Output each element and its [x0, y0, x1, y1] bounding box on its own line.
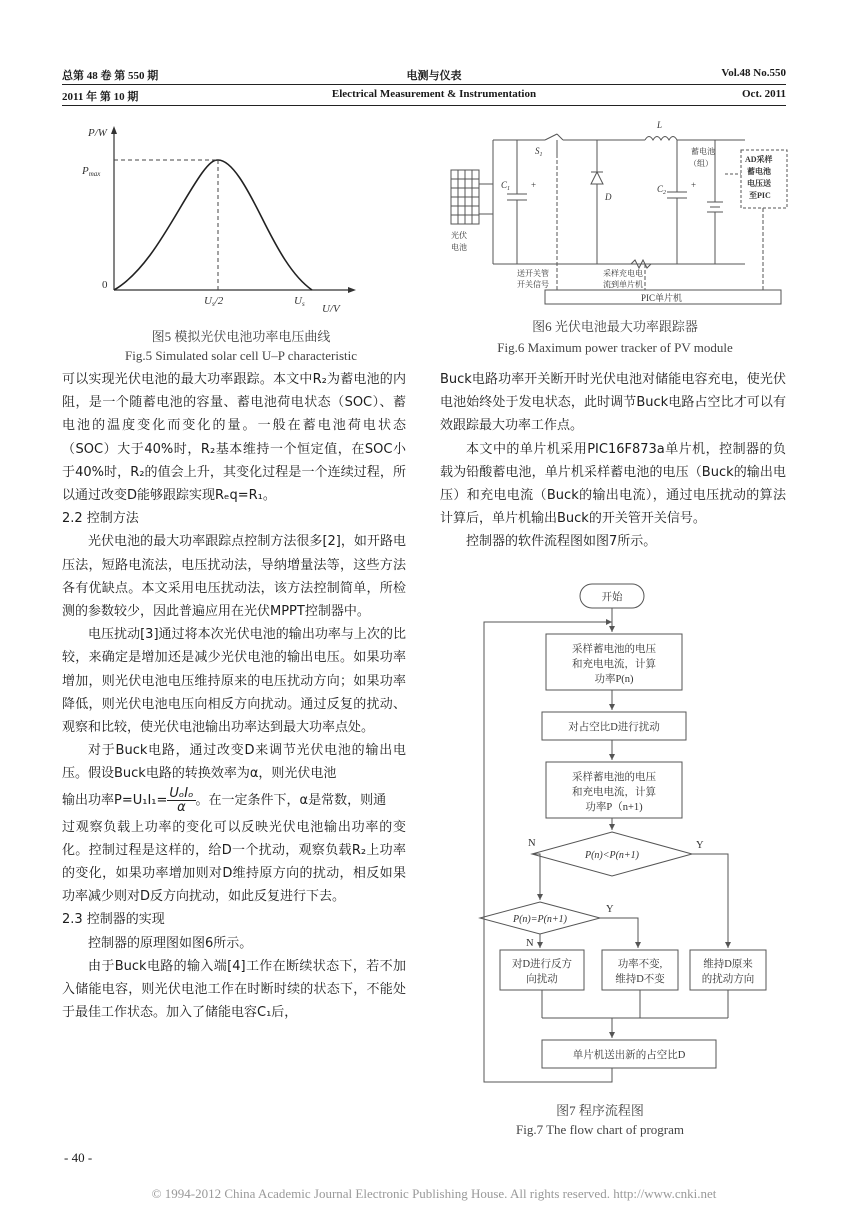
left-paragraph-6: 过观察负载上功率的变化可以反映光伏电池输出功率的变化。控制过程是这样的，给D一个扰动，观察负载R₂上功率的变化，如果功率增加则对D维持原方向的扰动，相反如果功率减少则对D反方向扰动，如此反复进行下去。 — [62, 819, 406, 905]
left-formula-line: 输出功率P=U₁I₁= UₒIₒ α 。在一定条件下，α是常数，则通 — [62, 785, 387, 815]
battery-label-1: 蓄电池 — [691, 147, 715, 156]
section-2-2-heading: 2.2 控制方法 — [62, 511, 139, 527]
half-voltage-label: Us/2 — [204, 295, 224, 308]
inductor-l-label: L — [657, 120, 663, 130]
x-axis-arrow — [348, 287, 356, 293]
page-number: - 40 - — [64, 1150, 93, 1165]
formula-denominator: α — [177, 799, 186, 815]
figure5-caption-en: Fig.5 Simulated solar cell U–P characteristic — [124, 348, 357, 363]
header-issue: 2011 年 第 10 期 — [62, 91, 139, 103]
pmax-label: Pmax — [82, 165, 101, 178]
sample-label-1: 采样充电电 — [603, 269, 643, 278]
ad-label-1: AD采样 — [745, 155, 773, 164]
box6-line2: 的扰动方向 — [701, 974, 755, 985]
header-divider-top — [62, 84, 786, 85]
y-axis-arrow — [111, 126, 117, 134]
left-paragraph-3: 电压扰动[3]通过将本次光伏电池的输出功率与上次的比较，来确定是增加还是减少光伏电池的输出电压。如果功率增加，则光伏电池电压维持原来的电压扰动方向；如果功率降低，则光伏电池电压向相反方向扰动。通过反复的扰动、观察和比较，使光伏电池输出功率达到最大功率点处。 — [62, 627, 406, 736]
header-journal-en: Electrical Measurement & Instrumentation — [331, 88, 537, 100]
right-paragraph-1: Buck电路功率开关断开时光伏电池对储能电容充电，使光伏电池始终处于发电状态，此时调节Buck电路占空比才可以有效跟踪最大功率工作点。 — [440, 372, 786, 434]
decision2-label: P(n)=P(n+1) — [512, 914, 568, 925]
capacitor-c1-label: $C_1$ — [501, 180, 511, 192]
formula-numerator: UₒIₒ — [169, 785, 194, 801]
left-paragraph-7: 控制器的原理图如图6所示。 — [88, 935, 253, 951]
figure5-caption-cn: 图5 模拟光伏电池功率电压曲线 — [151, 329, 331, 344]
box1-line3: 功率P(n) — [594, 674, 634, 685]
voltage-label: Us — [294, 295, 305, 308]
y-axis-label: P/W — [88, 127, 107, 139]
copyright-footer: © 1994-2012 China Academic Journal Electronic Publishing House. All rights reserved. http://www.cnki.net — [151, 1186, 717, 1201]
box4-line1: 对D进行反方 — [511, 959, 573, 970]
c1-plus: + — [531, 180, 537, 190]
left-paragraph-8: 由于Buck电路的输入端[4]工作在断续状态下，若不加入储能电容，则光伏电池工作在时断时续的状态下，不能处于最佳工作状态。加入了储能电容C₁后， — [62, 958, 406, 1021]
header-volume: 总第 48 卷 第 550 期 — [62, 70, 159, 82]
figure6-caption-en: Fig.6 Maximum power tracker of PV module — [497, 340, 733, 355]
pv-label-1: 光伏 — [451, 231, 467, 240]
ad-label-3: 电压送 — [747, 179, 771, 188]
pic-label: PIC单片机 — [641, 293, 683, 303]
figure6-caption-cn: 图6 光伏电池最大功率跟踪器 — [532, 319, 698, 334]
header-divider-bottom — [62, 105, 786, 106]
inductor-symbol — [645, 137, 677, 141]
decision1-no: N — [528, 838, 536, 849]
start-label: 开始 — [601, 592, 623, 603]
switch-s1-label: $S_1$ — [535, 146, 543, 158]
battery-label-2: （组） — [689, 159, 713, 168]
right-paragraph-2: 本文中的单片机采用PIC16F873a单片机，控制器的负载为铅酸蓄电池，单片机采样蓄电池的电压（Buck的输出电压）和充电电流（Buck的输出电流），通过电压扰动的算法计算后，单片机输出Buck的开关管开关信号。 — [440, 441, 786, 527]
box7-label: 单片机送出新的占空比D — [572, 1050, 686, 1061]
box5-line1: 功率不变, — [617, 959, 663, 970]
c2-plus: + — [691, 180, 697, 190]
decision1-label: P(n)<P(n+1) — [584, 850, 640, 861]
pv-label-2: 电池 — [451, 243, 467, 252]
send-label-2: 开关信号 — [517, 280, 549, 289]
figure6-circuit — [445, 114, 790, 310]
box4-line2: 向扰动 — [526, 974, 558, 985]
send-label-1: 送开关管 — [517, 269, 549, 278]
box3-line2: 和充电电流，计算 — [572, 787, 656, 798]
ad-label-4: 至PIC — [749, 191, 771, 200]
origin-label: 0 — [102, 279, 108, 291]
box1-line2: 和充电电流，计算 — [572, 659, 656, 670]
right-paragraph-3: 控制器的软件流程图如图7所示。 — [466, 534, 657, 550]
left-paragraph-4: 对于Buck电路，通过改变D来调节光伏电池的输出电压。假设Buck电路的转换效率为α，则光伏电池 — [62, 743, 406, 782]
capacitor-c2-label: $C_2$ — [657, 184, 667, 196]
figure7-caption-cn: 图7 程序流程图 — [556, 1103, 644, 1118]
header-vol-en: Vol.48 No.550 — [721, 67, 786, 79]
ad-label-2: 蓄电池 — [747, 167, 771, 176]
box6-line1: 维持D原来 — [703, 959, 753, 970]
decision2-yes: Y — [606, 904, 614, 915]
figure7-caption-en: Fig.7 The flow chart of program — [516, 1122, 684, 1137]
decision2-no: N — [526, 938, 534, 949]
diode-d-label: D — [605, 192, 612, 202]
box1-line1: 采样蓄电池的电压 — [572, 644, 656, 655]
box5-line2: 维持D不变 — [615, 974, 665, 985]
header-date-en: Oct. 2011 — [742, 88, 786, 100]
left-paragraph-2: 光伏电池的最大功率跟踪点控制方法很多[2]，如开路电压法，短路电流法，电压扰动法，导纳增量法等，这些方法各有优缺点。本文采用电压扰动法，该方法控制简单，所检测的参数较少，因此普遍应用在光伏MPPT控制器中。 — [62, 534, 406, 620]
x-axis-label: U/V — [322, 303, 340, 315]
figure7-flowchart — [470, 578, 780, 1098]
sample-label-2: 流到单片机 — [603, 280, 643, 289]
right-column — [440, 368, 786, 554]
left-paragraph-1: 可以实现光伏电池的最大功率跟踪。本文中R₂为蓄电池的内阻，是一个随蓄电池的容量、蓄电池荷电状态（SOC）、蓄电池的温度变化而变化的量。一般在蓄电池荷电状态（SOC）大于40%时，R₂基本维持一个恒定值，在SOC小于40%时，R₂的值会上升，其变化过程是一个连续过程，所以通过改变D能够跟踪实现Rₑq=R₁。 — [62, 372, 406, 504]
header-journal-cn: 电测与仪表 — [406, 70, 462, 82]
figure5-pv-curve — [62, 118, 382, 318]
power-curve — [114, 160, 312, 290]
decision1-yes: Y — [696, 840, 704, 851]
box2-label: 对占空比D进行扰动 — [568, 722, 660, 733]
box3-line1: 采样蓄电池的电压 — [572, 772, 656, 783]
box3-line3: 功率P（n+1) — [585, 802, 643, 813]
left-column — [62, 368, 406, 1024]
section-2-3-heading: 2.3 控制器的实现 — [62, 912, 165, 928]
